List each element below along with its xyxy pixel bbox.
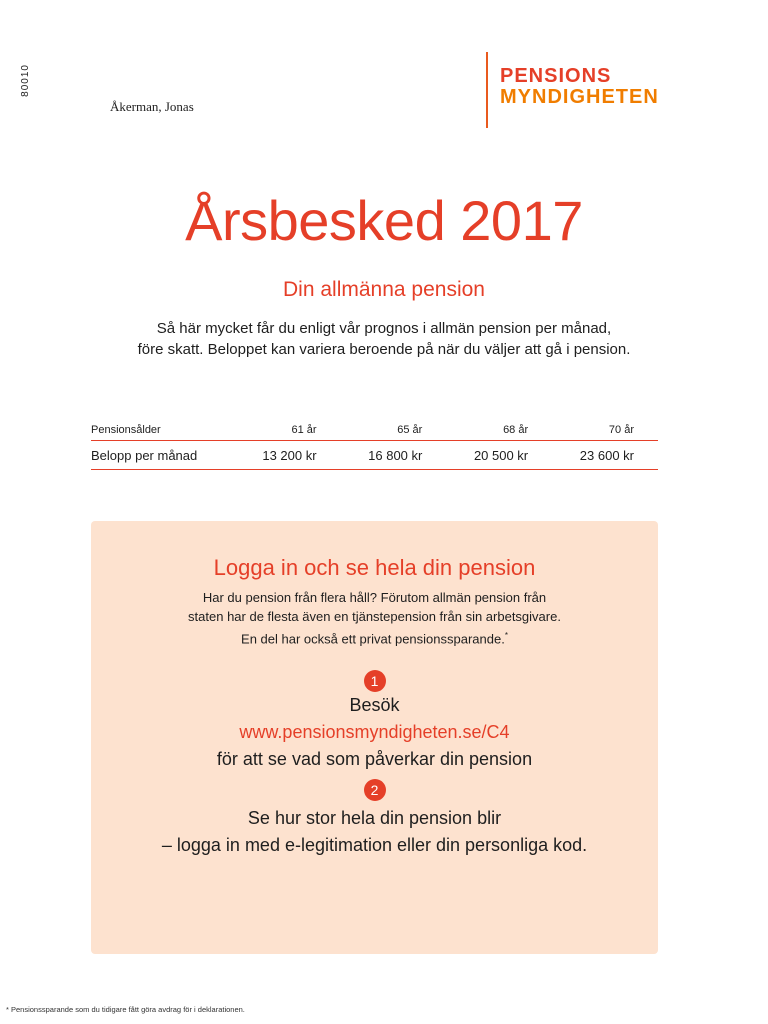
table-header-age: 68 år [446, 420, 552, 441]
intro-line-2: före skatt. Beloppet kan variera beroende på när du väljer att gå i pension. [137, 341, 631, 358]
table-cell-amount: 20 500 kr [446, 441, 552, 470]
table-cell-amount: 23 600 kr [552, 441, 658, 470]
step-1-line-3: för att se vad som påverkar din pension [216, 749, 533, 770]
footnote: * Pensionssparande som du tidigare fått göra avdrag för i deklarationen. [6, 1005, 245, 1014]
document-number: 80010 [20, 64, 31, 97]
info-box-text [91, 588, 658, 648]
info-line-3 [91, 626, 658, 648]
info-line-2: staten har de flesta även en tjänstepension från sin arbetsgivare. [188, 609, 561, 624]
step-1-badge: 1 [364, 670, 386, 692]
step-1 [91, 670, 658, 773]
table-row-label: Belopp per månad [91, 441, 235, 470]
step-2-badge: 2 [364, 779, 386, 801]
table-header-label: Pensionsålder [91, 420, 235, 441]
table-cell-amount: 16 800 kr [341, 441, 447, 470]
recipient-name: Åkerman, Jonas [110, 99, 194, 114]
table-header-age: 70 år [552, 420, 658, 441]
step-1-line-1: Besök [349, 695, 400, 716]
pension-website-link[interactable]: www.pensionsmyndigheten.se/C4 [239, 722, 510, 743]
table-row [91, 441, 658, 470]
pension-table [91, 420, 658, 470]
step-2-line-1: Se hur stor hela din pension blir [247, 808, 502, 829]
table-header-age: 65 år [341, 420, 447, 441]
page-subtitle: Din allmänna pension [283, 278, 485, 301]
pensionsmyndigheten-logo [486, 52, 659, 128]
logo-line-pensions: PENSIONS [500, 65, 612, 87]
intro-text [0, 318, 768, 360]
info-line-3-text: En del har också ett privat pensionssparande. [241, 631, 505, 647]
page-title: Årsbesked 2017 [185, 189, 583, 252]
table-header-row [91, 420, 658, 441]
info-line-1: Har du pension från flera håll? Förutom allmän pension från [202, 590, 547, 605]
intro-line-1: Så här mycket får du enligt vår prognos i allmän pension per månad, [156, 320, 612, 337]
logo-line-myndigheten: MYNDIGHETEN [500, 86, 659, 108]
login-info-box [91, 521, 658, 954]
table-header-age: 61 år [235, 420, 341, 441]
footnote-marker: * [504, 631, 508, 640]
step-2 [91, 779, 658, 859]
info-box-title: Logga in och se hela din pension [213, 555, 536, 580]
table-cell-amount: 13 200 kr [235, 441, 341, 470]
step-2-line-2: – logga in med e-legitimation eller din personliga kod. [161, 835, 588, 856]
